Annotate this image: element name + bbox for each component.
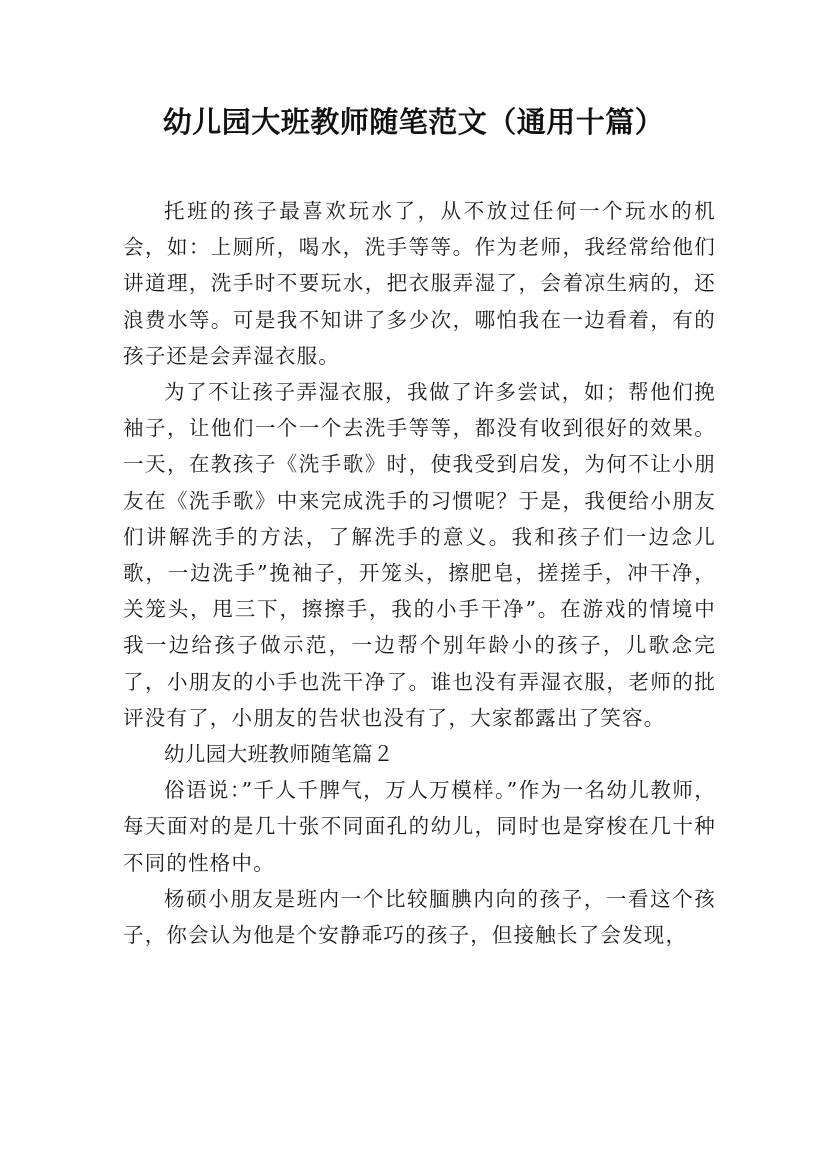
paragraph: 俗语说：”千人千脾气，万人万模样。”作为一名幼儿教师，每天面对的是几十张不同面孔的幼儿，同时也是穿梭在几十种不同的性格中。 (123, 778, 716, 875)
paragraph: 杨硕小朋友是班内一个比较腼腆内向的孩子，一看这个孩子，你会认为他是个安静乖巧的孩子，但接触长了会发现， (123, 886, 716, 948)
section-heading: 幼儿园大班教师随笔篇２ (164, 742, 394, 767)
document-title: 幼儿园大班教师随笔范文（通用十篇） (162, 105, 665, 139)
paragraph: 托班的孩子最喜欢玩水了，从不放过任何一个玩水的机会，如：上厕所，喝水，洗手等等。作为老师，我经常给他们讲道理，洗手时不要玩水，把衣服弄湿了，会着凉生病的，还浪费水等。可是我不知讲了多少次，哪怕我在一边看着，有的孩子还是会弄湿衣服。 (123, 199, 716, 368)
document-body (123, 193, 716, 953)
paragraph: 为了不让孩子弄湿衣服，我做了许多尝试，如；帮他们挽袖子，让他们一个一个去洗手等等，都没有收到很好的效果。一天，在教孩子《洗手歌》时，使我受到启发，为何不让小朋友在《洗手歌》中来完成洗手的习惯呢？于是，我便给小朋友们讲解洗手的方法，了解洗手的意义。我和孩子们一边念儿歌，一边洗手”挽袖子，开笼头，擦肥皂，搓搓手，冲干净，关笼头，甩三下，擦擦手，我的小手干净”。在游戏的情境中我一边给孩子做示范，一边帮个别年龄小的孩子，儿歌念完了，小朋友的小手也洗干净了。谁也没有弄湿衣服，老师的批评没有了，小朋友的告状也没有了，大家都露出了笑容。 (123, 380, 716, 730)
